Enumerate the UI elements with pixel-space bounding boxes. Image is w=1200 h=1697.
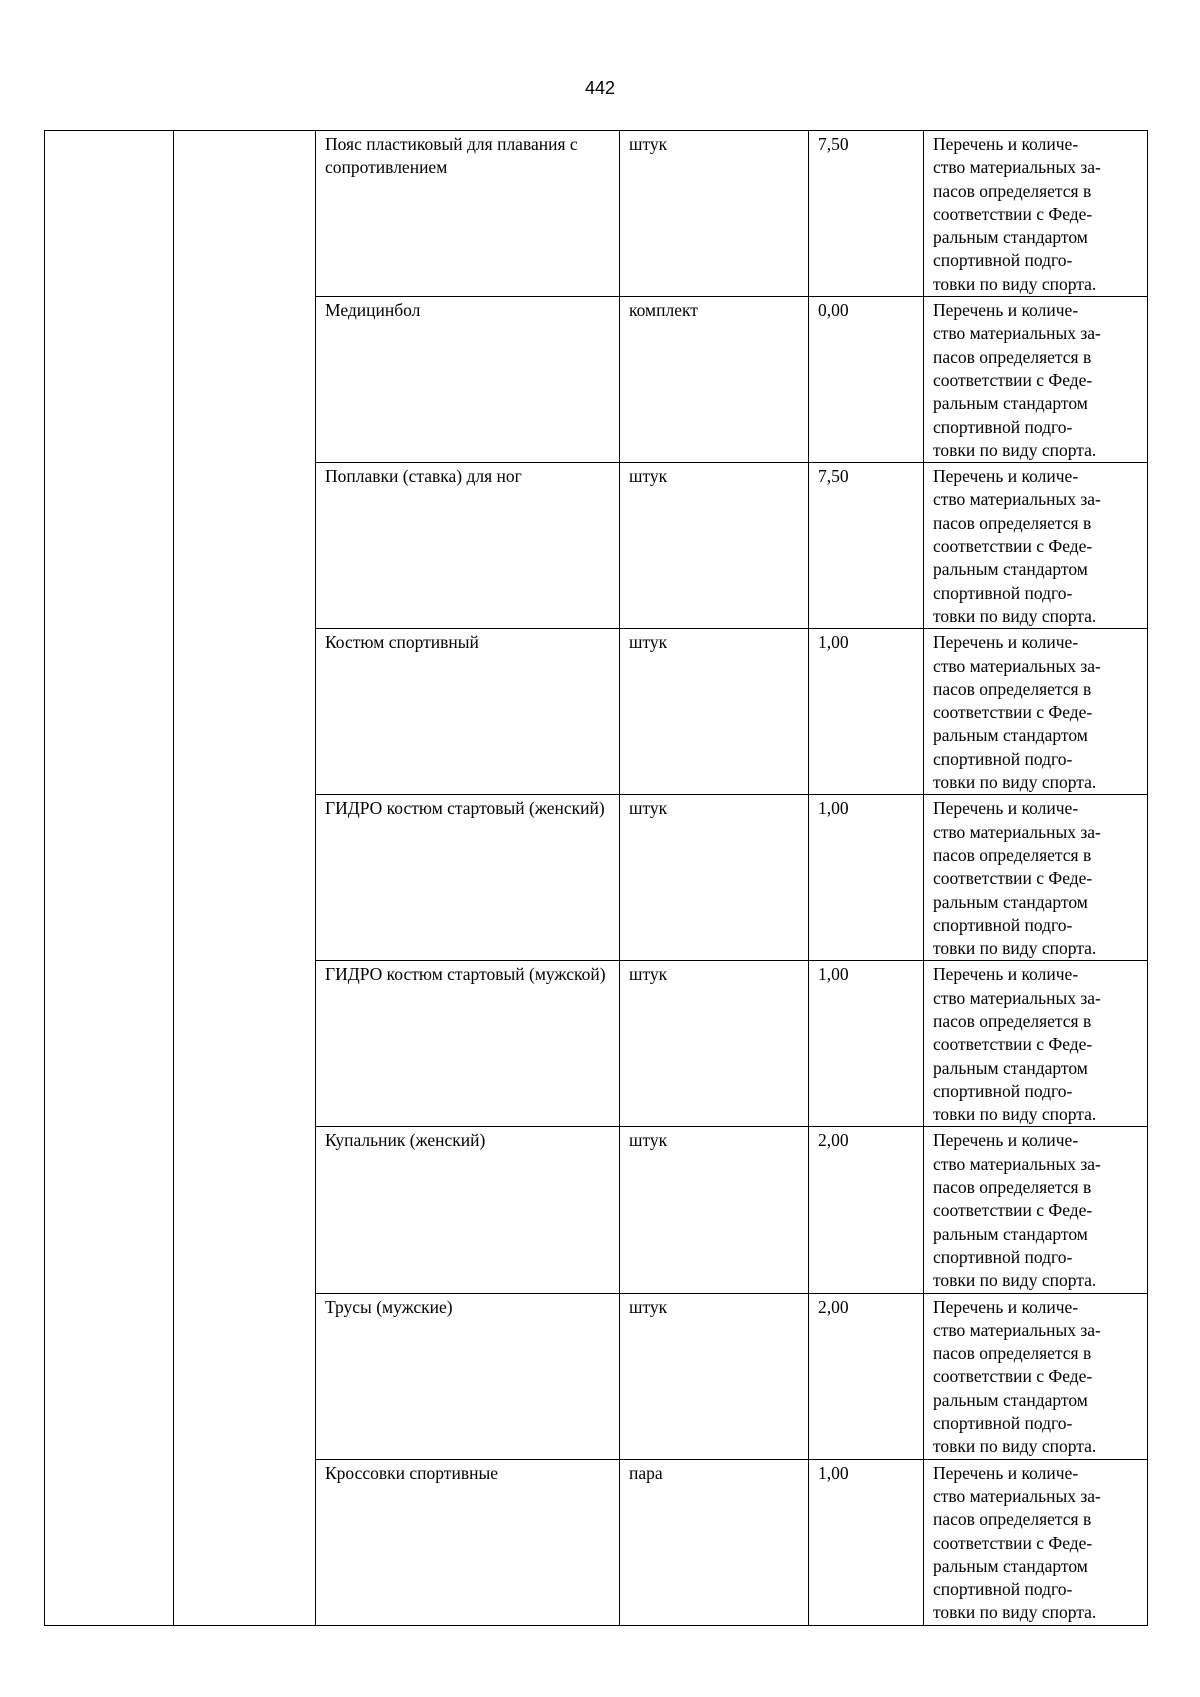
note-line: пасов определяется в xyxy=(933,1010,1092,1031)
empty-col-1 xyxy=(45,131,174,1626)
note-line: Перечень и количе- xyxy=(933,964,1079,985)
quantity-cell: 1,00 xyxy=(809,961,924,1127)
note-line: соответствии с Феде- xyxy=(933,536,1093,557)
note-line: товки по виду спорта. xyxy=(933,273,1097,294)
note-line: ство материальных за- xyxy=(933,821,1101,842)
item-name-cell: Трусы (мужские) xyxy=(316,1293,620,1459)
note-line: спортивной подго- xyxy=(933,914,1073,935)
note-line: спортивной подго- xyxy=(933,1579,1073,1600)
item-name-cell: Купальник (женский) xyxy=(316,1127,620,1293)
item-name-cell: Поплавки (ставка) для ног xyxy=(316,463,620,629)
note-line: соответствии с Феде- xyxy=(933,1366,1093,1387)
quantity-cell: 0,00 xyxy=(809,297,924,463)
note-line: пасов определяется в xyxy=(933,512,1092,533)
quantity-cell: 2,00 xyxy=(809,1127,924,1293)
note-line: товки по виду спорта. xyxy=(933,1270,1097,1291)
note-line: ральным стандартом xyxy=(933,393,1088,414)
note-line: спортивной подго- xyxy=(933,582,1073,603)
note-line: ство материальных за- xyxy=(933,323,1101,344)
note-line: соответствии с Феде- xyxy=(933,203,1093,224)
note-line: соответствии с Феде- xyxy=(933,1200,1093,1221)
unit-cell: пара xyxy=(620,1459,809,1625)
note-cell xyxy=(924,1459,1148,1625)
note-line: ральным стандартом xyxy=(933,1389,1088,1410)
note-line: Перечень и количе- xyxy=(933,466,1079,487)
note-line: Перечень и количе- xyxy=(933,632,1079,653)
quantity-cell: 1,00 xyxy=(809,795,924,961)
note-line: Перечень и количе- xyxy=(933,1296,1079,1317)
note-line: спортивной подго- xyxy=(933,1080,1073,1101)
unit-cell: штук xyxy=(620,795,809,961)
note-line: спортивной подго- xyxy=(933,1246,1073,1267)
note-line: товки по виду спорта. xyxy=(933,1104,1097,1125)
item-name-cell: ГИДРО костюм стартовый (мужской) xyxy=(316,961,620,1127)
unit-cell: штук xyxy=(620,131,809,297)
note-line: спортивной подго- xyxy=(933,416,1073,437)
note-line: ральным стандартом xyxy=(933,1223,1088,1244)
note-line: ство материальных за- xyxy=(933,1319,1101,1340)
note-line: Перечень и количе- xyxy=(933,1462,1079,1483)
note-line: ральным стандартом xyxy=(933,1057,1088,1078)
unit-cell: комплект xyxy=(620,297,809,463)
unit-cell: штук xyxy=(620,1293,809,1459)
quantity-cell: 7,50 xyxy=(809,131,924,297)
page-number: 442 xyxy=(584,78,616,98)
note-line: соответствии с Феде- xyxy=(933,1532,1093,1553)
note-line: пасов определяется в xyxy=(933,1177,1092,1198)
note-line: ральным стандартом xyxy=(933,227,1088,248)
note-cell xyxy=(924,1293,1148,1459)
empty-col-2 xyxy=(174,131,316,1626)
note-line: пасов определяется в xyxy=(933,678,1092,699)
note-line: ство материальных за- xyxy=(933,655,1101,676)
quantity-cell: 1,00 xyxy=(809,629,924,795)
item-name-cell: Медицинбол xyxy=(316,297,620,463)
note-cell xyxy=(924,131,1148,297)
note-line: пасов определяется в xyxy=(933,844,1092,865)
table-body xyxy=(45,131,1148,1626)
note-line: товки по виду спорта. xyxy=(933,772,1097,793)
note-line: пасов определяется в xyxy=(933,1343,1092,1364)
note-line: Перечень и количе- xyxy=(933,134,1079,154)
unit-cell: штук xyxy=(620,961,809,1127)
note-cell xyxy=(924,961,1148,1127)
quantity-cell: 2,00 xyxy=(809,1293,924,1459)
note-line: ральным стандартом xyxy=(933,1555,1088,1576)
quantity-cell: 1,00 xyxy=(809,1459,924,1625)
unit-cell: штук xyxy=(620,463,809,629)
note-line: ство материальных за- xyxy=(933,1153,1101,1174)
note-cell xyxy=(924,463,1148,629)
note-line: ральным стандартом xyxy=(933,559,1088,580)
note-cell xyxy=(924,629,1148,795)
item-name-cell: Пояс пластиковый для плавания с сопротивлением xyxy=(316,131,620,297)
note-line: ральным стандартом xyxy=(933,891,1088,912)
note-cell xyxy=(924,795,1148,961)
materials-table xyxy=(44,130,1148,1626)
note-line: пасов определяется в xyxy=(933,346,1092,367)
note-line: ральным стандартом xyxy=(933,725,1088,746)
unit-cell: штук xyxy=(620,629,809,795)
note-line: соответствии с Феде- xyxy=(933,369,1093,390)
note-cell xyxy=(924,1127,1148,1293)
item-name-cell: ГИДРО костюм стартовый (женский) xyxy=(316,795,620,961)
note-line: ство материальных за- xyxy=(933,489,1101,510)
note-line: спортивной подго- xyxy=(933,250,1073,271)
note-line: спортивной подго- xyxy=(933,748,1073,769)
note-line: пасов определяется в xyxy=(933,180,1092,201)
note-line: товки по виду спорта. xyxy=(933,605,1097,626)
unit-cell: штук xyxy=(620,1127,809,1293)
item-name-cell: Кроссовки спортивные xyxy=(316,1459,620,1625)
note-line: соответствии с Феде- xyxy=(933,1034,1093,1055)
table-row xyxy=(45,131,1148,297)
note-line: соответствии с Феде- xyxy=(933,702,1093,723)
note-line: пасов определяется в xyxy=(933,1509,1092,1530)
note-line: ство материальных за- xyxy=(933,987,1101,1008)
note-line: ство материальных за- xyxy=(933,157,1101,178)
item-name-cell: Костюм спортивный xyxy=(316,629,620,795)
note-line: ство материальных за- xyxy=(933,1485,1101,1506)
quantity-cell: 7,50 xyxy=(809,463,924,629)
note-line: Перечень и количе- xyxy=(933,300,1079,321)
note-line: спортивной подго- xyxy=(933,1413,1073,1434)
note-line: Перечень и количе- xyxy=(933,798,1079,819)
note-line: товки по виду спорта. xyxy=(933,938,1097,959)
note-cell xyxy=(924,297,1148,463)
note-line: товки по виду спорта. xyxy=(933,439,1097,460)
note-line: соответствии с Феде- xyxy=(933,868,1093,889)
note-line: товки по виду спорта. xyxy=(933,1436,1097,1457)
note-line: товки по виду спорта. xyxy=(933,1602,1097,1623)
note-line: Перечень и количе- xyxy=(933,1130,1079,1151)
